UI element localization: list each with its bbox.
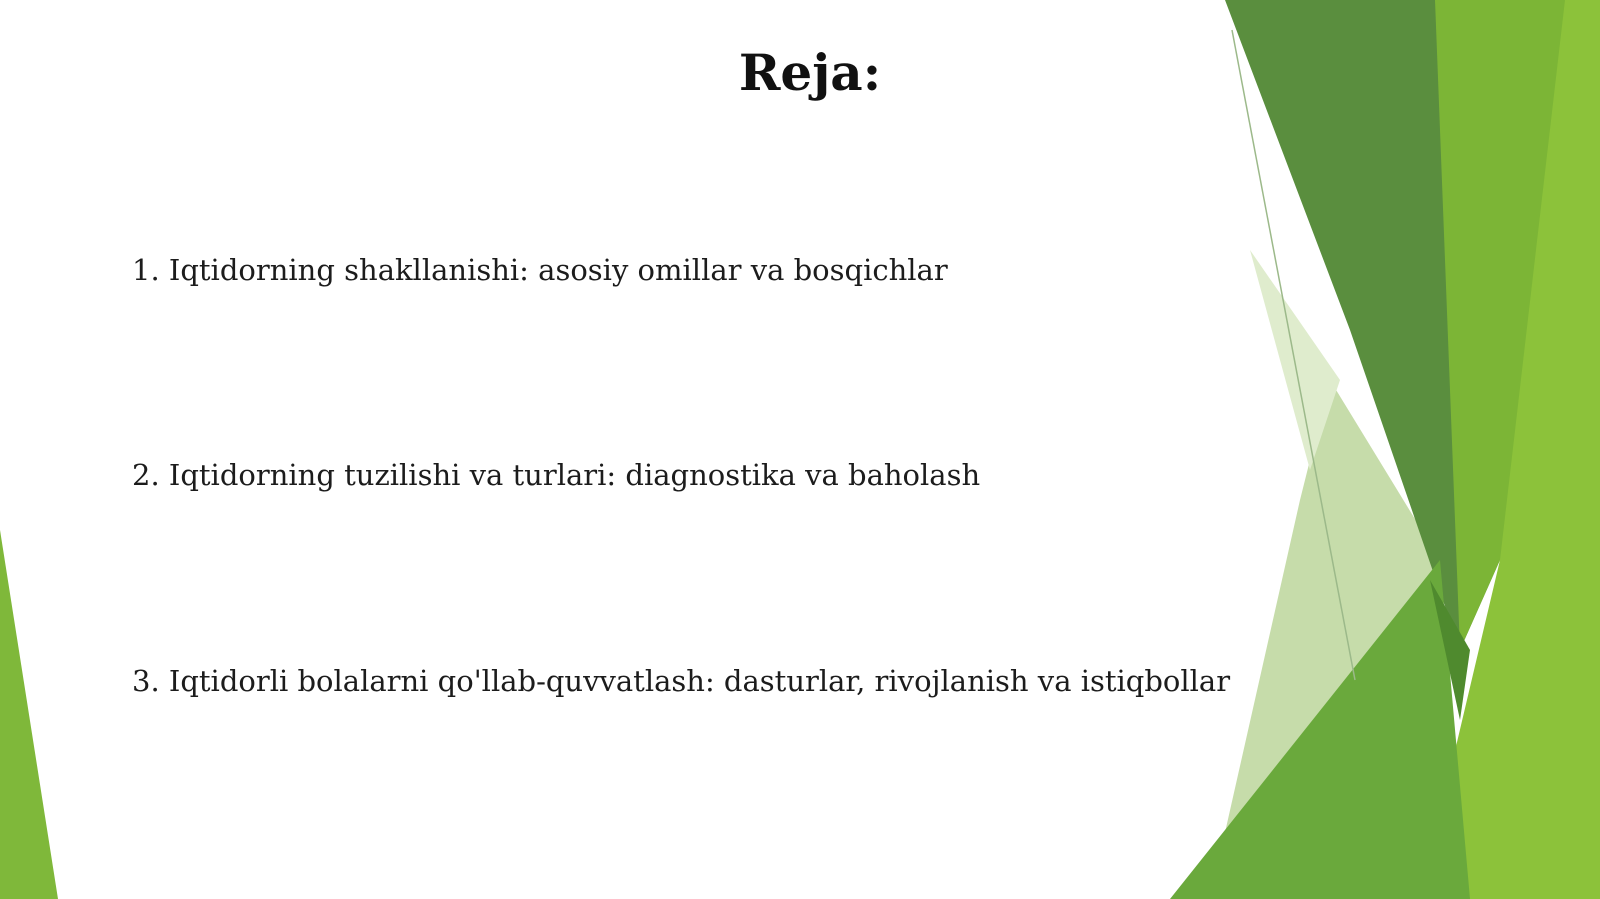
plan-item-1: 1. Iqtidorning shakllanishi: asosiy omillar va bosqichlar xyxy=(132,253,948,287)
plan-item-2: 2. Iqtidorning tuzilishi va turlari: diagnostika va baholash xyxy=(132,458,981,492)
plan-item-3: 3. Iqtidorli bolalarni qo'llab-quvvatlash: dasturlar, rivojlanish va istiqbollar xyxy=(132,664,1231,698)
slide-title: Reja: xyxy=(738,43,882,102)
left-green-shape xyxy=(0,530,58,899)
